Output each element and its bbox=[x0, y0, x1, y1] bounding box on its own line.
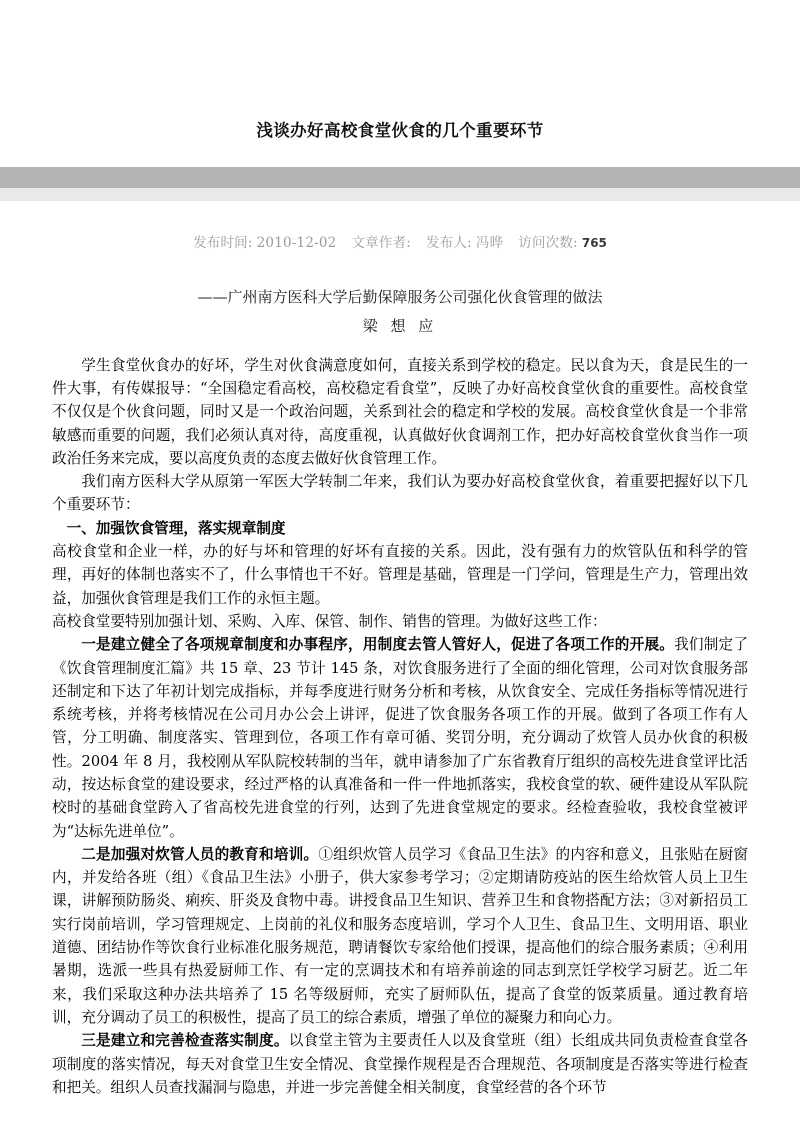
body-paragraph: 三是建立和完善检查落实制度。以食堂主管为主要责任人以及食堂班（组）长组成共同负责检查食堂各项制度的落实情况，每天对食堂卫生安全情况、食堂操作规程是否合理规范、各项制度是否落实等进行检查和把关。组织人员查找漏洞与隐患，并进一步完善健全相关制度，食堂经营的各个环节 bbox=[52, 1032, 748, 1096]
article-byline: 梁 想 应 bbox=[362, 316, 438, 335]
section-heading: 一、加强饮食管理，落实规章制度 bbox=[66, 519, 286, 537]
paragraph-lead: 三是建立和完善检查落实制度。 bbox=[81, 1032, 289, 1050]
publisher-name: 冯晔 bbox=[475, 235, 504, 252]
header-banner bbox=[0, 167, 800, 201]
body-paragraph: 我们南方医科大学从原第一军医大学转制二年来，我们认为要办好高校食堂伙食，着重要把握好以下几个重要环节： bbox=[52, 473, 748, 514]
banner-light-bar bbox=[0, 188, 800, 201]
publisher-label: 发布人: bbox=[426, 235, 472, 252]
body-paragraph: 高校食堂要特别加强计划、采购、入库、保管、制作、销售的管理。为做好这些工作： bbox=[52, 612, 607, 630]
banner-dark-bar bbox=[0, 167, 800, 188]
body-paragraph: 高校食堂和企业一样，办的好与坏和管理的好坏有直接的关系。因此，没有强有力的炊管队伍和科学的管理，再好的体制也落实不了，什么事情也干不好。管理是基础，管理是一门学问，管理是生产力，管理出效益，加强伙食管理是我们工作的永恒主题。 bbox=[52, 543, 748, 607]
visits-label: 访问次数: bbox=[518, 235, 578, 252]
body-paragraph: 学生食堂伙食办的好坏，学生对伙食满意度如何，直接关系到学校的稳定。民以食为天，食是民生的一件大事，有传媒报导：“全国稳定看高校，高校稳定看食堂”，反映了办好高校食堂伙食的重要性。高校食堂不仅仅是个伙食问题，同时又是一个政治问题，关系到社会的稳定和学校的发展。高校食堂伙食是一个非常敏感而重要的问题，我们必须认真对待，高度重视，认真做好伙食调剂工作，把办好高校食堂伙食当作一项政治任务来完成，要以高度负责的态度去做好伙食管理工作。 bbox=[52, 356, 748, 467]
article-metadata bbox=[0, 201, 800, 251]
document-page bbox=[0, 11, 800, 1143]
body-paragraph: 二是加强对炊管人员的教育和培训。①组织炊管人员学习《食品卫生法》的内容和意义，且张贴在厨窗内，并发给各班（组）《食品卫生法》小册子，供大家参考学习；②定期请防疫站的医生给炊管人员上卫生课，讲解预防肠炎、痢疾、肝炎及食物中毒。讲授食品卫生知识、营养卫生和食物搭配方法；③对新招员工实行岗前培训，学习管理规定、上岗前的礼仪和服务态度培训，学习个人卫生、食品卫生、文明用语、职业道德、团结协作等饮食行业标准化服务规范，聘请餐饮专家给他们授课，提高他们的综合服务素质；④利用暑期，选派一些具有热爱厨师工作、有一定的烹调技术和有培养前途的同志到烹饪学校学习厨艺。近二年来，我们采取这种办法共培养了 15 名等级厨师，充实了厨师队伍，提高了食堂的饭菜质量。通过教育培训，充分调动了员工的积极性，提高了员工的综合素质，增强了单位的凝聚力和向心力。 bbox=[52, 845, 748, 1026]
page-title: 浅谈办好高校食堂伙食的几个重要环节 bbox=[256, 121, 544, 141]
publish-date-value: 2010-12-02 bbox=[256, 235, 337, 252]
article-body bbox=[0, 336, 800, 1100]
publish-time-label: 发布时间: bbox=[193, 235, 253, 252]
visits-count: 765 bbox=[581, 236, 607, 251]
article-subtitle: ——广州南方医科大学后勤保障服务公司强化伙食管理的做法 bbox=[197, 288, 603, 307]
article-author-label: 文章作者: bbox=[351, 235, 412, 252]
paragraph-lead: 二是加强对炊管人员的教育和培训。 bbox=[81, 845, 319, 863]
paragraph-lead: 一是建立健全了各项规章制度和办事程序，用制度去管人管好人，促进了各项工作的开展。 bbox=[81, 636, 675, 654]
body-paragraph: 一是建立健全了各项规章制度和办事程序，用制度去管人管好人，促进了各项工作的开展。我们制定了《饮食管理制度汇篇》共 15 章、23 节计 145 条，对饮食服务进行了全面的细化管理，公司对饮食服务部还制定和下达了年初计划完成指标，并每季度进行财务分析和考核，从饮食安全、完成任务指标等情况进行系统考核，并将考核情况在公司月办公会上讲评，促进了饮食服务各项工作的开展。做到了各项工作有人管，分工明确、制度落实、管理到位，各项工作有章可循、奖罚分明，充分调动了炊管人员办伙食的积极性。2004 年 8 月，我校刚从军队院校转制的当年，就申请参加了广东省教育厅组织的高校先进食堂评比活动，按达标食堂的建设要求，经过严格的认真准备和一件一件地抓落实，我校食堂的软、硬件建设从军队院校时的基础食堂跨入了省高校先进食堂的行列，达到了先进食堂规定的要求。经检查验收，我校食堂被评为“达标先进单位”。 bbox=[52, 636, 748, 840]
